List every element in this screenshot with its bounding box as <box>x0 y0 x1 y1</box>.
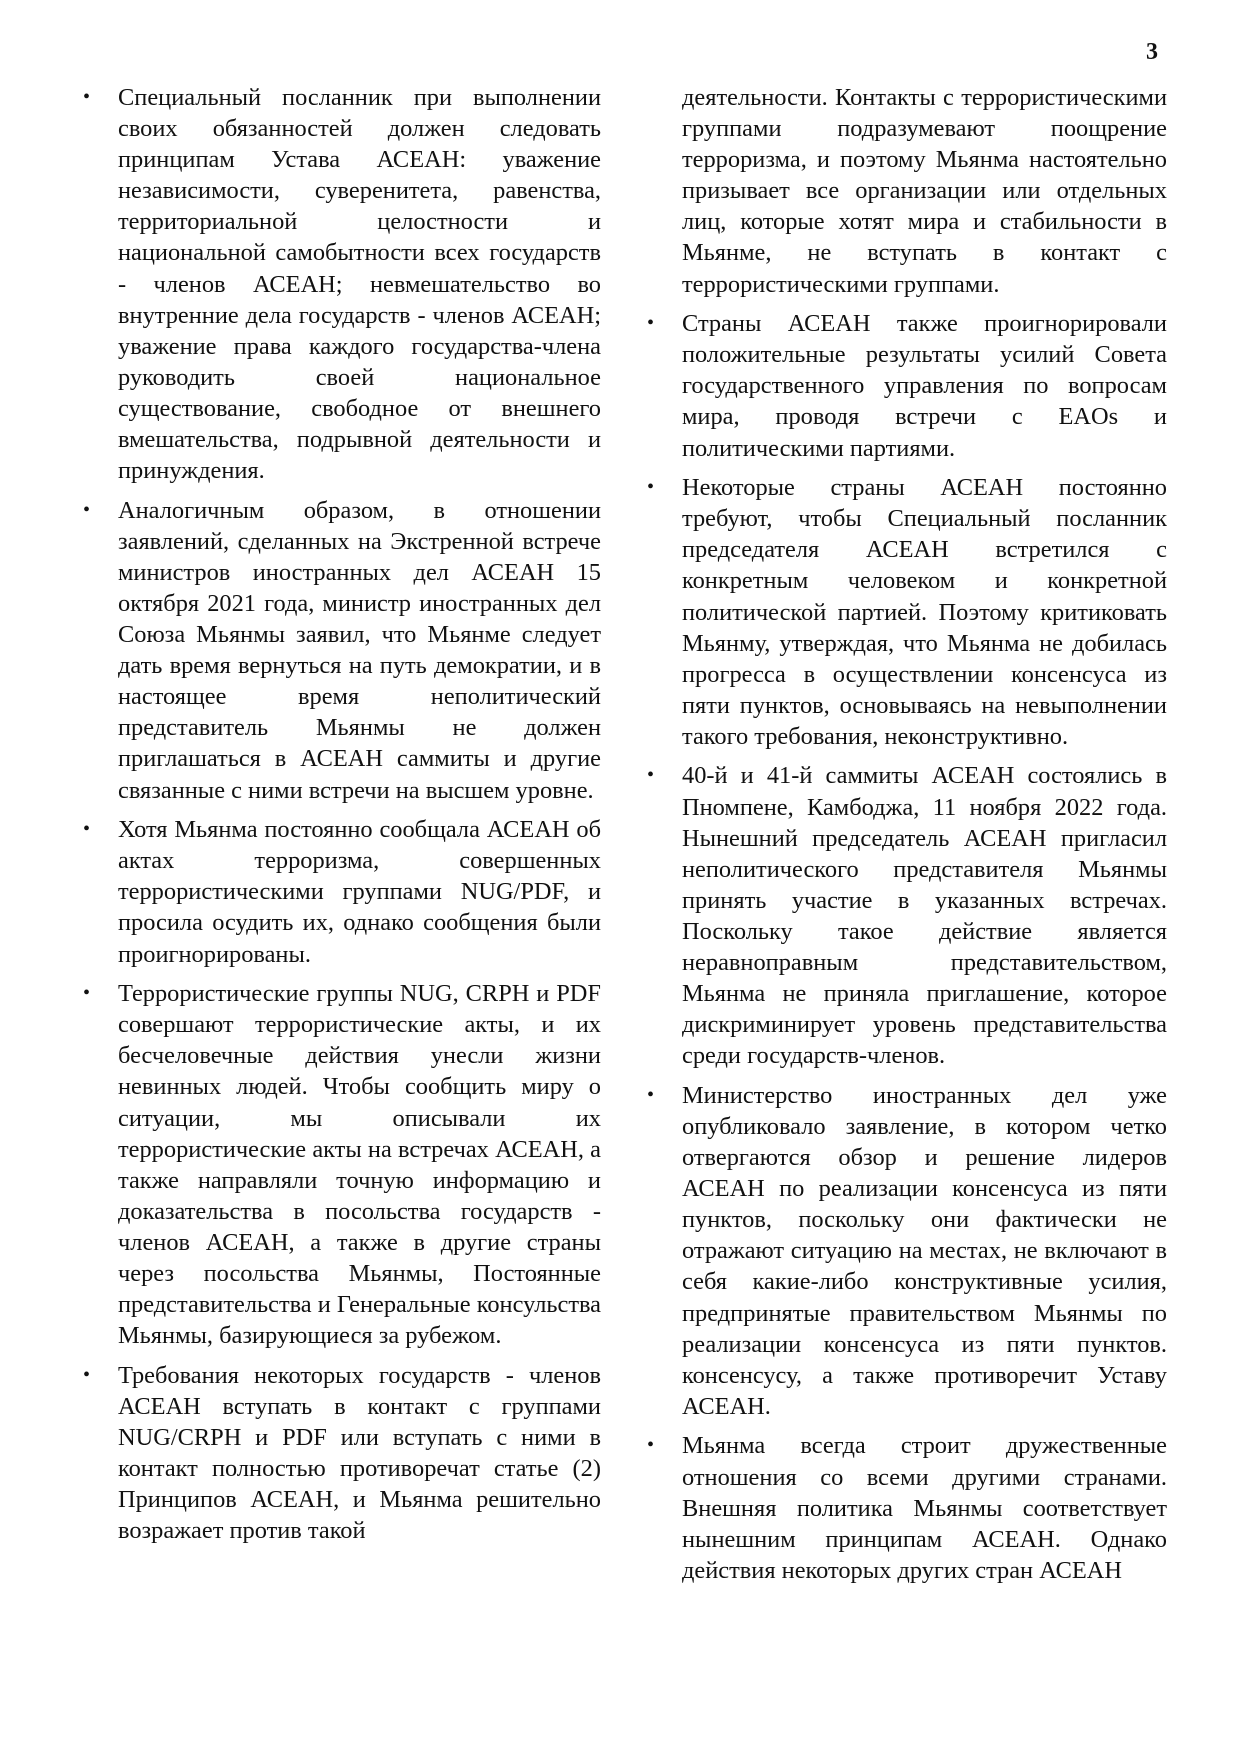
paragraph-text: Мьянма всегда строит дружественные отношения со всеми другими странами. Внешняя политика Мьянмы соответствует нынешним принципам АСЕАН. Однако действия некоторых других стран АСЕАН <box>682 1432 1167 1584</box>
bullet-icon: • <box>83 818 91 841</box>
bullet-item <box>647 1430 1167 1585</box>
bullet-icon: • <box>647 764 655 787</box>
bullet-icon: • <box>647 1083 655 1106</box>
paragraph-text: Хотя Мьянма постоянно сообщала АСЕАН об актах терроризма, совершенных террористическими группами NUG/PDF, и просила осудить их, однако сообщения были проигнорированы. <box>118 816 601 968</box>
bullet-icon: • <box>647 1434 655 1457</box>
paragraph-text: деятельности. Контакты с террористическими группами подразумевают поощрение терроризма, и поэтому Мьянма настоятельно призывает все организации или отдельных лиц, которые хотят мира и стабильности в Мьянме, не вступать в контакт с террористическими группами. <box>682 84 1167 298</box>
bullet-item <box>83 814 601 969</box>
bullet-item <box>647 472 1167 752</box>
paragraph-text: Террористические группы NUG, CRPH и PDF совершают террористические акты, и их бесчеловечные действия унесли жизни невинных людей. Чтобы сообщить миру о ситуации, мы описывали их террористические акты на встречах АСЕАН, а также направляли точную информацию и доказательства в посольства государств - членов АСЕАН, а также в другие страны через посольства Мьянмы, Постоянные представительства и Генеральные консульства Мьянмы, базирующиеся за рубежом. <box>118 980 601 1350</box>
bullet-item <box>647 760 1167 1071</box>
right-column <box>647 82 1167 1594</box>
bullet-item <box>83 495 601 806</box>
bullet-icon: • <box>83 86 91 108</box>
continued-paragraph <box>682 82 1167 300</box>
bullet-item <box>647 1080 1167 1422</box>
bullet-icon: • <box>83 498 91 521</box>
page-number: 3 <box>1146 39 1158 65</box>
bullet-item <box>647 308 1167 463</box>
left-column <box>83 82 601 1555</box>
bullet-item <box>83 978 601 1351</box>
bullet-icon: • <box>647 476 655 499</box>
paragraph-text: Министерство иностранных дел уже опубликовало заявление, в котором четко отвергаются обзор и решение лидеров АСЕАН по реализации консенсуса из пяти пунктов, поскольку они фактически не отражают ситуацию на местах, не включают в себя какие-либо конструктивные усилия, предпринятые правительством Мьянмы по реализации консенсуса из пяти пунктов. консенсусу, а также противоречит Уставу АСЕАН. <box>682 1081 1167 1420</box>
bullet-item <box>83 82 601 486</box>
paragraph-text: Страны АСЕАН также проигнорировали положительные результаты усилий Совета государственного управления по вопросам мира, проводя встречи с EAOs и политическими партиями. <box>682 310 1167 462</box>
bullet-icon: • <box>647 312 655 335</box>
bullet-icon: • <box>83 1363 91 1386</box>
bullet-item <box>83 1360 601 1547</box>
bullet-icon: • <box>83 982 91 1005</box>
paragraph-text: Специальный посланник при выполнении своих обязанностей должен следовать принципам Устава АСЕАН: уважение независимости, суверенитета, равенства, территориальной целостности и национальной самобытности всех государств - членов АСЕАН; невмешательство во внутренние дела государств - членов АСЕАН; уважение права каждого государства-члена руководить своей национальное существование, свободное от внешнего вмешательства, подрывной деятельности и принуждения. <box>118 84 601 485</box>
paragraph-text: Некоторые страны АСЕАН постоянно требуют, чтобы Специальный посланник председателя АСЕАН встретился с конкретным человеком и конкретной политической партией. Поэтому критиковать Мьянму, утверждая, что Мьянма не добилась прогресса в осуществлении консенсуса из пяти пунктов, основываясь на невыполнении такого требования, неконструктивно. <box>682 474 1167 750</box>
paragraph-text: Требования некоторых государств - членов АСЕАН вступать в контакт с группами NUG/CRPH и PDF или вступать с ними в контакт полностью противоречат статье (2) Принципов АСЕАН, и Мьянма решительно возражает против такой <box>118 1361 601 1545</box>
paragraph-text: 40-й и 41-й саммиты АСЕАН состоялись в Пномпене, Камбоджа, 11 ноября 2022 года. Нынешний председатель АСЕАН пригласил неполитического представителя Мьянмы принять участие в указанных встречах. Поскольку такое действие является неравноправным представительством, Мьянма не приняла приглашение, которое дискриминирует уровень представительства среди государств-членов. <box>682 762 1167 1070</box>
paragraph-text: Аналогичным образом, в отношении заявлений, сделанных на Экстренной встрече министров иностранных дел АСЕАН 15 октября 2021 года, министр иностранных дел Союза Мьянмы заявил, что Мьянме следует дать время вернуться на путь демократии, и в настоящее время неполитический представитель Мьянмы не должен приглашаться в АСЕАН саммиты и другие связанные с ними встречи на высшем уровне. <box>118 496 601 804</box>
